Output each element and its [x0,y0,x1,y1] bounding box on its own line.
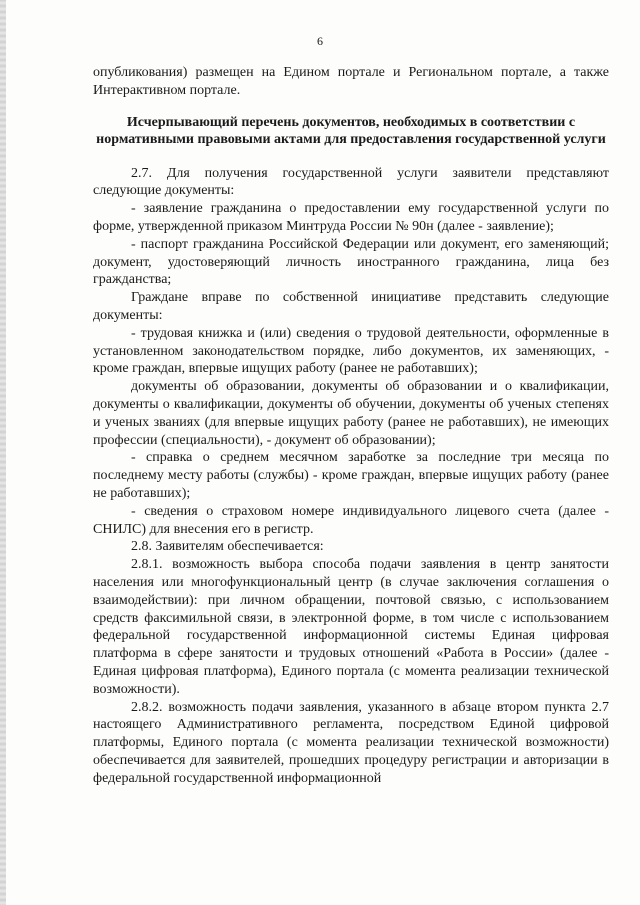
list-item-snils: - сведения о страховом номере индивидуального лицевого счета (далее - СНИЛС) для внесения его в регистр. [93,503,609,537]
section-title: Исчерпывающий перечень документов, необходимых в соответствии с нормативными правовыми актами для предоставления государственной услуги [96,114,606,148]
page-number: 6 [317,34,323,48]
list-item-education: документы об образовании, документы об образовании и о квалификации, документы о квалификации, документы об обучении, документы об ученых степенях и ученых званиях (для впервые ищущих работу (ранее не работавших), не имеющих профессии (специальности), - документ об образовании); [93,379,609,448]
optional-docs-intro: Граждане вправе по собственной инициативе представить следующие документы: [93,290,609,323]
list-item-salary-certificate: - справка о среднем месячном заработке за последние три месяца по последнему месту работы (службы) - кроме граждан, впервые ищущих работу (ранее не работавших); [93,450,609,501]
paragraph-2-8: 2.8. Заявителям обеспечивается: [131,539,324,555]
list-item-work-record: - трудовая книжка и (или) сведения о трудовой деятельности, оформленные в установленном законодательством порядке, либо документов, их заменяющих, - кроме граждан, впервые ищущих работу (ранее не работавших); [93,325,609,377]
list-item-passport: - паспорт гражданина Российской Федерации или документ, его заменяющий; документ, удостоверяющий личность иностранного гражданина, лица без гражданства; [93,236,609,288]
paragraph-2-8-1: 2.8.1. возможность выбора способа подачи заявления в центр занятости населения или многофункциональный центр (в случае заключения соглашения о взаимодействии): при личном обращении, почтовой связью, с использованием средств факсимильной связи, в электронной форме, в том числе с использованием федеральной государственной информационной системы Единая цифровая платформа в сфере занятости и трудовых отношений «Работа в России» (далее - Единая цифровая платформа), Единого портала (с момента реализации технической возможности). [93,557,609,697]
intro-paragraph: опубликования) размещен на Едином портале и Региональном портале, а также Интерактивном портале. [93,65,609,98]
paragraph-2-7: 2.7. Для получения государственной услуги заявители представляют следующие документы: [93,165,609,199]
paragraph-2-8-2: 2.8.2. возможность подачи заявления, указанного в абзаце втором пункта 2.7 настоящего Административного регламента, посредством Единой цифровой платформы, Единого портала (с момента реализации технической возможности) обеспечивается для заявителей, прошедших процедуру регистрации и авторизации в федеральной государственной информационной [93,699,609,786]
scan-edge [0,0,6,905]
document-body [93,64,609,787]
list-item-application: - заявление гражданина о предоставлении ему государственной услуги по форме, утвержденной приказом Минтруда России № 90н (далее - заявление); [93,201,609,234]
